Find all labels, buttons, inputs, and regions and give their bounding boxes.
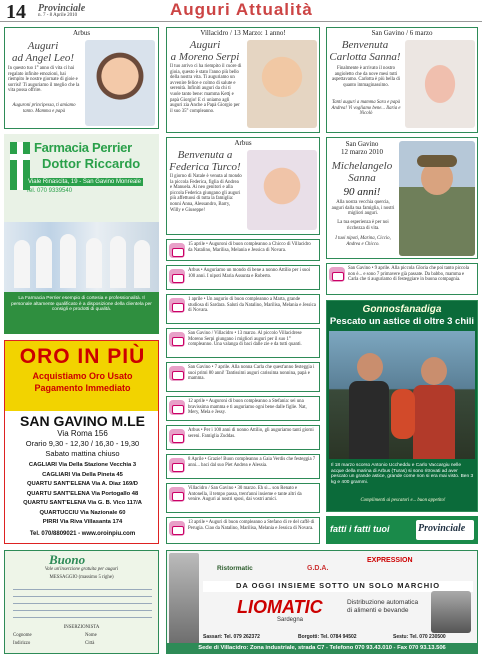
baby-photo (85, 40, 155, 126)
greeting-text: Il tuo arrivo ci ha riempito il cuore di gioia, questo è stato l'anno più bello della nostra vita. Ti auguriamo un avvenire felice e colmo di salute e serenità. Infiniti auguri da chi ti vuole tanto bene: mamma Kettj e papà Giorgio! E ci uniamo agli auguri zia Anche a Papà Giorgio per il suo 35° compleanno. (170, 64, 242, 114)
place-label: Villacidro / 13 Marzo: 1 anno! (200, 29, 286, 37)
short-greeting (166, 396, 320, 421)
place-label: San Gavino / 6 marzo (371, 29, 433, 37)
oro-hours: Orario 9,30 - 12,30 / 16,30 - 19,30 (25, 439, 140, 448)
page-header (0, 0, 482, 22)
fishermen-photo (329, 331, 475, 459)
office-sassari: Sassari: Tel. 079 262372 (203, 634, 260, 640)
greeting-michelangelo (326, 137, 478, 259)
greeting-heading: Auguri ad Angel Leo! (11, 40, 75, 64)
greeting-signature: Tanti auguri a mamma Sara e papà Andrea! Vi vogliamo bene... Ilaria e Nicolò (331, 100, 401, 117)
cake-icon (169, 521, 185, 536)
oro-sub2: Pagamento Immediato (34, 383, 131, 393)
branch: QUARTU SANT'ELENA Via A. Diaz 169/D (26, 481, 138, 487)
farmacia-text: La Farmacia Perrier esempio di cortesia e professionalità. Il personale altamente qualificato è a disposizione della clientela per consigli e prodotti di qualità. (11, 296, 152, 313)
news-location: Gonnosfanadiga (362, 304, 442, 315)
oro-phone: Tel. 070/8809021 - www.oroinpiu.com (29, 531, 136, 537)
section-title: Auguri Attualità (170, 0, 313, 19)
offices (203, 634, 475, 642)
greeting-text: In questo tuo 1° anno di vita ci hai regalato infinite emozioni, hai riempito le nostre giornate di gioie e sorrisi! Ti auguriamo il meglio che la vita possa offrire. (8, 66, 80, 94)
oro-sub1: Acquistiamo Oro Usato (32, 371, 133, 381)
branch: QUARTUCCIU Via Nazionale 60 (39, 509, 126, 516)
branch: CAGLIARI Via Della Pineta 45 (42, 471, 123, 478)
short-greeting (166, 328, 320, 358)
issue-info: n. 7 - 8 Aprile 2010 (38, 13, 78, 18)
cake-icon (169, 400, 185, 415)
short-greeting (166, 425, 320, 450)
oro-branches (5, 461, 159, 528)
office-sestu: Sestu: Tel. 070 230500 (393, 634, 446, 640)
cake-icon (169, 298, 185, 313)
brand-logo: Provinciale (38, 3, 86, 14)
cake-icon (169, 243, 185, 258)
news-headline: Pescato un astice di oltre 3 chili (329, 316, 475, 327)
greeting-text: Alla nostra vecchia quercia, auguri dalla tua famiglia, i nostri migliori auguri. (331, 200, 395, 217)
branch: QUARTU SANT'ELENA Via Portogallo 48 (26, 490, 139, 497)
greeting-moreno (166, 27, 320, 133)
staff-photo (4, 222, 159, 292)
greeting-text-2: La tua esperienza è per noi ricchezza di vita. (337, 220, 389, 231)
headquarters: Sede di Villacidro: Zona industriale, strada C7 - Telefono 070 93.43.010 - Fax 070 93.13.506 (167, 643, 477, 654)
greeting-text: San Gavino / Villacidro • 13 marzo. Al piccolo Villacidrese Moreno Serpi giungano i migliori auguri per il suo 1° compleanno. Una valanga di baci dalle zie e da tutti quanti. (188, 331, 302, 348)
short-greeting (166, 294, 320, 324)
page-number: 14 (6, 1, 26, 23)
farmacia-address: Viale Rinascita, 19 - San Gavino Monreale (28, 179, 141, 185)
coupon-title: Buono (49, 552, 86, 567)
message-lines[interactable] (13, 583, 152, 621)
short-greeting (166, 454, 320, 479)
branch: CAGLIARI Via Della Stazione Vecchia 3 (28, 462, 137, 468)
greeting-signature: Auguroni principessa, ti amiamo tanto. Mamma e papà (12, 103, 76, 114)
greeting-signature: I tuoi nipoti, Marina, Ciccio, Andrea e Chicco. (335, 236, 391, 247)
fishing-news (326, 300, 478, 512)
greeting-text: Il giorno di Natale è venuta al mondo la piccola Federica, figlia di Andrea e Manuela. Ai neo genitori e alla piccola Federica giungano gli auguri più affettuosi di tutta la famiglia: nonni Anna, Alessandro, Barry, Willy e Giuseppe! (170, 174, 242, 213)
oro-street: Via Roma 156 (57, 429, 108, 438)
cake-icon (169, 332, 185, 347)
short-greeting (166, 483, 320, 513)
fatti-brand-logo: Provinciale (418, 523, 466, 534)
greeting-heading: Michelangelo Sanna (331, 160, 393, 184)
farmacia-title: Farmacia Perrier (34, 140, 132, 155)
baby-photo (247, 40, 317, 128)
gda-logo: G.D.A. (307, 565, 329, 572)
farmacia-ad (4, 134, 159, 334)
greeting-text: Arbus • Auguriamo un mondo di bene a nonno Attilio per i suoi 100 anni. I nipoti Maria Assunta e Roberto. (188, 268, 311, 279)
greeting-text: 13 aprile • Auguri di buon compleanno a Stefano di re del caffè di Perugia. Ciao da Natalino, Marilisa, Melania e Jessica di Novara. (188, 520, 315, 531)
date-label: 12 marzo 2010 (341, 148, 383, 156)
sender-label: INSERZIONISTA (63, 625, 100, 630)
oro-title: ORO IN PIÙ (19, 345, 146, 368)
coffee-machine-icon (431, 591, 471, 633)
vending-machine-icon (169, 553, 199, 653)
news-caption-2: Complimenti ai pescatori e... buon appetito! (360, 498, 446, 503)
coupon-label: MESSAGGIO (massimo 5 righe) (49, 575, 114, 580)
place-label: Arbus (234, 139, 252, 147)
cake-icon (169, 487, 185, 502)
name-field[interactable]: Nome (85, 633, 97, 638)
greeting-text: Villacidro / San Gavino • 30 marzo. Eh sì... son Renato e Antonella, il tempo passa, trent'anni insieme e tante altri da venire. Auguri ai nostri sposi, dai vostri amici. (188, 486, 302, 503)
greeting-federica (166, 137, 320, 235)
branch: PIRRI Via Riva Villasanta 174 (42, 519, 123, 525)
greeting-text: Finalmente è arrivato il nostro angioletto che da nove mesi tutti aspettavamo. Carlotta è più bella di quanto immaginassimo. (332, 66, 400, 88)
fatti-label: fatti i fatti tuoi (330, 524, 390, 534)
oro-ad (4, 340, 159, 544)
oro-city: SAN GAVINO M.LE (20, 413, 145, 429)
greeting-carlotta (326, 27, 478, 133)
service-desc: Distribuzione automatica di alimenti e bevande (347, 599, 419, 614)
liomatic-logo: LIOMATIC (237, 597, 323, 617)
short-greeting (166, 362, 320, 392)
cake-icon (169, 366, 185, 381)
news-caption: Il 18 marzo scorso Antonio Uccheddu e Carlo Vaccargiu nelle acque della marina di Arbus (Turas) si sono ritrovati ad aver pescato un grande astice, grande come non si era mai visto. Ben 3 kg e 400 grammi. (331, 463, 474, 485)
cake-icon (169, 269, 185, 284)
greeting-text: 1 aprile • Un augurio di buon compleanno a Marta, grande studiosa di Sardara. Saluti da Natalino, Marilisa, Melania e Jessica di Novara. (188, 297, 316, 314)
cake-icon (169, 458, 185, 473)
greeting-text: San Gavino • 9 aprile. Alla piccola Gloria che poi tanto piccola non è... e sono 7 primavere già passate. Da babbo, mamma e Carla che ti auguriamo di festeggiare in buona compagnia. (348, 266, 470, 283)
farmacia-phone: Tel. 070 9339540 (26, 188, 73, 194)
elder-photo (399, 141, 475, 256)
greeting-text: Arbus • Per i 100 anni di nonno Attilio, gli auguriamo tanti giorni sereni. Famiglia Zuddas. (188, 428, 314, 439)
place-label: San Gavino (345, 140, 379, 148)
address-field[interactable]: Indirizzo (13, 641, 31, 646)
greeting-text: 8 Aprile • Grazie! Buon compleanno a Gaia Verdis che festeggia 7 anni... baci dal suo Piet Andrea e Alessia. (188, 457, 316, 468)
baby-photo (247, 150, 317, 230)
coupon-sub: Vale un'inserzione gratuita per auguri (44, 567, 119, 572)
cake-icon (169, 429, 185, 444)
liomatic-ad (166, 550, 478, 654)
fatti-banner (326, 516, 478, 544)
greeting-angel-leo (4, 27, 159, 129)
ristormatic-logo: Ristormatic (217, 565, 253, 572)
oro-saturday: Sabato mattina chiuso (45, 449, 120, 458)
tagline: DA OGGI INSIEME SOTTO UN SOLO MARCHIO (203, 581, 473, 592)
greeting-gloria (326, 263, 478, 295)
short-greeting (166, 265, 320, 290)
greeting-text: 15 aprile • Auguroni di buon compleanno a Chicco di Villacidro da Natalino, Marilisa, Melania e Jessica di Novara. (188, 242, 311, 253)
greeting-heading: Auguri a Moreno Serpi (170, 39, 240, 63)
city-field[interactable]: Città (85, 641, 95, 646)
short-greeting (166, 239, 320, 261)
greeting-text: 12 aprile • Auguroni di buon compleanno a Stefania: sei una bravissima mamma e ti auguriamo ogni bene dalle figlie. Nat, Mery, Mela e Jessy. (188, 399, 307, 416)
greeting-heading: Benvenuta a Federica Turco! (169, 149, 241, 173)
farmacia-doctor: Dottor Riccardo (42, 156, 141, 171)
greeting-heading: Benvenuta Carlotta Sanna! (329, 39, 401, 63)
coupon (4, 550, 159, 654)
office-borgotti: Borgotti: Tel. 0784 94502 (298, 634, 357, 640)
age-label: 90 anni! (343, 186, 381, 198)
cake-icon (329, 267, 345, 282)
baby-photo (405, 40, 475, 128)
branch: QUARTU SANT'ELENA Via G. B. Vico 117/A (23, 500, 142, 506)
expression-logo: EXPRESSION (367, 557, 413, 564)
greeting-text: San Gavino • 7 aprile. Alla nonna Carla che quest'anno festeggia i suoi primi 80 anni! Tantissimi auguri carissima nonnina, papà e mamma. (188, 365, 315, 382)
region-label: Sardegna (277, 617, 304, 623)
place-label: Arbus (72, 29, 91, 37)
surname-field[interactable]: Cognome (13, 633, 32, 638)
short-greeting (166, 517, 320, 544)
